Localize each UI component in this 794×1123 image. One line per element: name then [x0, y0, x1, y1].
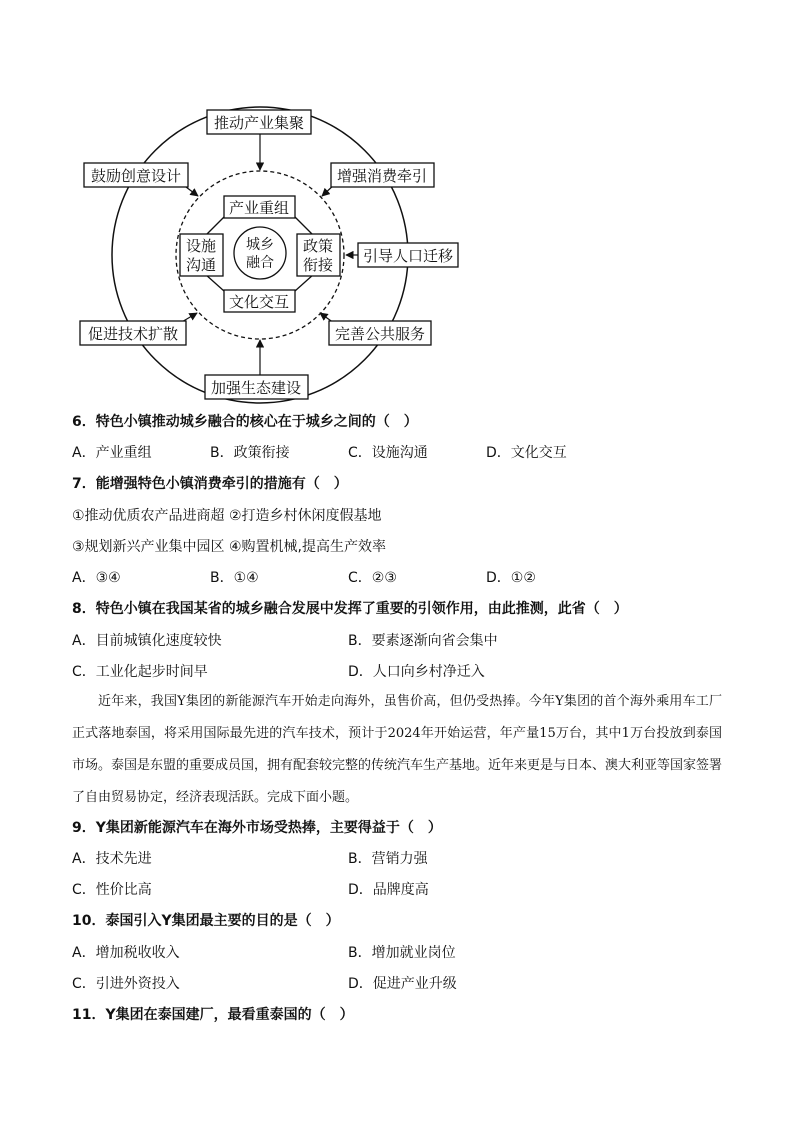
q8-option-b: B．要素逐渐向省会集中 [348, 633, 498, 649]
q8-option-c: C．工业化起步时间早 [72, 664, 208, 680]
q7-items-line2: ③规划新兴产业集中园区 ④购置机械,提高生产效率 [72, 539, 387, 555]
center-label-line1: 城乡 [246, 237, 274, 253]
inner-box-right-line1: 政策 [302, 237, 334, 255]
outer-box-upper-right [331, 163, 434, 187]
q8-stem: 8．特色小镇在我国某省的城乡融合发展中发挥了重要的引领作用，由此推测，此省（ ） [72, 601, 628, 617]
q7-option-b: B．①④ [210, 570, 259, 586]
q9-option-a: A．技术先进 [72, 851, 152, 867]
q10-option-d: D．促进产业升级 [348, 976, 457, 992]
outer-box-bottom-label: 加强生态建设 [210, 379, 302, 397]
q9-option-c: C．性价比高 [72, 882, 152, 898]
q9-option-d: D．品牌度高 [348, 882, 429, 898]
q7-items-line1: ①推动优质农产品进商超 ②打造乡村休闲度假基地 [72, 508, 382, 524]
center-circle [234, 227, 286, 279]
inner-box-top-label: 产业重组 [228, 199, 290, 217]
q6-stem: 6．特色小镇推动城乡融合的核心在于城乡之间的（ ） [72, 414, 418, 430]
q10-option-c: C．引进外资投入 [72, 976, 180, 992]
outer-box-lower-left [80, 321, 186, 345]
outer-box-right [358, 243, 458, 267]
center-label-line2: 融合 [246, 255, 274, 271]
outer-box-top-label: 推动产业集聚 [213, 114, 305, 132]
q7-option-a: A．③④ [72, 570, 121, 586]
q7-stem: 7．能增强特色小镇消费牵引的措施有（ ） [72, 476, 348, 492]
inner-box-bottom [224, 290, 295, 312]
q6-option-b: B．政策衔接 [210, 445, 290, 461]
q6-option-c: C．设施沟通 [348, 445, 428, 461]
outer-box-upper-left-label: 鼓励创意设计 [90, 167, 182, 185]
outer-box-right-label: 引导人口迁移 [362, 247, 454, 265]
inner-box-left-line1: 设施 [185, 237, 217, 255]
outer-box-bottom [205, 375, 308, 399]
inner-box-right [297, 234, 340, 276]
outer-box-lower-right-label: 完善公共服务 [334, 325, 426, 343]
outer-box-upper-left [84, 163, 188, 187]
q10-option-a: A．增加税收收入 [72, 945, 180, 961]
q10-option-b: B．增加就业岗位 [348, 945, 456, 961]
q11-stem: 11．Y集团在泰国建厂，最看重泰国的（ ） [72, 1007, 354, 1023]
q9-stem: 9．Y集团新能源汽车在海外市场受热捧，主要得益于（ ） [72, 820, 442, 836]
inner-box-top [224, 196, 295, 218]
q7-option-c: C．②③ [348, 570, 397, 586]
urban-rural-integration-diagram [0, 0, 794, 410]
q6-option-a: A．产业重组 [72, 445, 152, 461]
q7-option-d: D．①② [486, 570, 536, 586]
outer-box-upper-right-label: 增强消费牵引 [336, 167, 428, 185]
q8-option-a: A．目前城镇化速度较快 [72, 633, 222, 649]
q9-option-b: B．营销力强 [348, 851, 428, 867]
q6-option-d: D．文化交互 [486, 445, 567, 461]
outer-box-lower-left-label: 促进技术扩散 [87, 325, 179, 343]
inner-box-bottom-label: 文化交互 [228, 293, 290, 311]
q10-stem: 10．泰国引入Y集团最主要的目的是（ ） [72, 913, 340, 929]
outer-box-lower-right [329, 321, 431, 345]
inner-box-right-line2: 衔接 [302, 256, 334, 274]
q8-option-d: D．人口向乡村净迁入 [348, 664, 485, 680]
reading-passage: 近年来，我国Y集团的新能源汽车开始走向海外，虽售价高，但仍受热捧。今年Y集团的首个海外乘用车工厂正式落地泰国，将采用国际最先进的汽车技术，预计于2024年开始运营，年产量15万台，其中1万台投放到泰国市场。泰国是东盟的重要成员国，拥有配套较完整的传统汽车生产基地。近年来更是与日本、澳大利亚等国家签署了自由贸易协定，经济表现活跃。完成下面小题。 [72, 694, 723, 805]
outer-box-top [207, 110, 311, 134]
inner-box-left [180, 234, 223, 276]
inner-box-left-line2: 沟通 [185, 256, 217, 274]
